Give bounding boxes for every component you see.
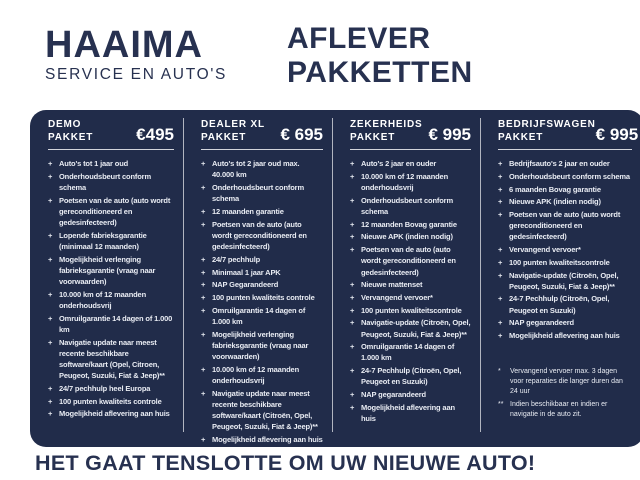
package-item — [48, 158, 174, 169]
plus-icon: + — [201, 329, 206, 339]
package-item — [201, 254, 323, 265]
item-text: 24-7 Pechhulp (Citroën, Opel, Peugeot en Suzuki) — [509, 294, 610, 315]
plus-icon: + — [350, 245, 355, 255]
package-item — [201, 267, 323, 278]
page-title — [287, 22, 473, 89]
item-text: Minimaal 1 jaar APK — [212, 267, 281, 277]
item-text: NAP gegarandeerd — [509, 318, 574, 328]
package-item — [498, 158, 632, 169]
package-item — [350, 365, 471, 387]
plus-icon: + — [350, 390, 355, 400]
item-text: Poetsen van de auto (auto wordt gereconditioneerd en gedesinfecteerd) — [59, 195, 171, 228]
plus-icon: + — [498, 159, 503, 169]
item-text: Lopende fabrieksgarantie (minimaal 12 maanden) — [59, 230, 147, 252]
item-text: Auto's tot 1 jaar oud — [59, 159, 129, 169]
package-item — [201, 434, 323, 445]
package-header — [48, 119, 174, 144]
plus-icon: + — [48, 313, 53, 323]
package-item — [48, 313, 174, 335]
package-item — [48, 254, 174, 288]
item-text: Nieuwe APK (indien nodig) — [509, 197, 601, 207]
package-name — [350, 119, 422, 144]
item-text: Auto's 2 jaar en ouder — [361, 159, 437, 169]
plus-icon: + — [498, 257, 503, 267]
package-header — [201, 119, 323, 144]
plus-icon: + — [201, 280, 206, 290]
package-item — [350, 231, 471, 242]
plus-icon: + — [350, 159, 355, 169]
item-text: Omruilgarantie 14 dagen of 1.000 km — [361, 342, 455, 363]
item-text: NAP gegarandeerd — [361, 390, 426, 400]
item-text: 24/7 pechhulp heel Europa — [59, 384, 151, 394]
package-column-dealer-xl — [183, 110, 332, 447]
item-text: Nieuwe APK (indien nodig) — [361, 232, 453, 242]
item-text: Navigatie update naar meest recente beschikbare software/kaart (Citroën, Opel, Peugeot, Suzuki, Fiat & Jeep)** — [212, 388, 318, 432]
package-item — [201, 279, 323, 290]
header-rule — [201, 149, 323, 150]
plus-icon: + — [48, 409, 53, 419]
item-text: Vervangend vervoer* — [509, 245, 581, 255]
item-text: NAP Gegarandeerd — [212, 280, 279, 290]
plus-icon: + — [350, 292, 355, 302]
package-column-zekerheids — [332, 110, 480, 447]
plus-icon: + — [350, 195, 355, 205]
plus-icon: + — [498, 245, 503, 255]
package-item — [350, 341, 471, 363]
plus-icon: + — [48, 171, 53, 181]
package-item — [201, 158, 323, 180]
item-text: 10.000 km of 12 maanden onderhoudsvrij — [212, 364, 300, 385]
package-name-line2: PAKKET — [48, 131, 94, 143]
package-item — [350, 305, 471, 316]
item-text: Poetsen van de auto (auto wordt gereconditioneerd en gedesinfecteerd) — [212, 219, 307, 252]
plus-icon: + — [498, 318, 503, 328]
column-divider — [183, 118, 184, 432]
item-text: Vervangend vervoer max. 3 dagen voor reparaties die langer duren dan 24 uur — [510, 367, 623, 396]
item-text: Navigatie update naar meest recente beschikbare software/kaart (Opel, Citroen, Peugeot, Suzuki, Fiat & Jeep)** — [59, 337, 165, 381]
package-column-demo — [30, 110, 183, 447]
package-item — [201, 305, 323, 327]
plus-icon: + — [498, 294, 503, 304]
packages-panel — [30, 110, 640, 447]
item-text: Mogelijkheid verlenging fabrieksgarantie (vraag naar voorwaarden) — [212, 329, 309, 361]
plus-icon: + — [201, 183, 206, 193]
package-item — [498, 209, 632, 243]
plus-icon: + — [498, 270, 503, 280]
package-item — [201, 364, 323, 386]
plus-icon: + — [498, 331, 503, 341]
package-item — [48, 230, 174, 252]
package-item — [498, 257, 632, 268]
item-text: Bedrijfsauto's 2 jaar en ouder — [509, 159, 610, 169]
plus-icon: + — [350, 342, 355, 352]
package-item — [350, 171, 471, 193]
brand-logo — [45, 26, 227, 84]
item-text: Mogelijkheid aflevering aan huis — [59, 409, 170, 419]
column-divider — [480, 118, 481, 432]
plus-icon: + — [48, 384, 53, 394]
package-item-list — [48, 158, 174, 421]
package-price: € 695 — [280, 125, 323, 145]
package-header — [350, 119, 471, 144]
package-name — [48, 119, 93, 144]
package-name — [498, 119, 596, 144]
plus-icon: + — [201, 207, 206, 216]
asterisk-icon: * — [498, 367, 501, 375]
package-item — [350, 244, 471, 278]
plus-icon: + — [350, 402, 355, 412]
package-name-line2: PAKKET — [201, 131, 247, 143]
item-text: Vervangend vervoer* — [361, 292, 433, 302]
item-text: Omruilgarantie 14 dagen of 1.000 km — [212, 305, 306, 326]
package-name-line1: DEMO — [48, 119, 82, 130]
package-item — [350, 279, 471, 290]
footer-tagline: HET GAAT TENSLOTTE OM UW NIEUWE AUTO! — [35, 451, 536, 475]
package-item — [48, 383, 174, 394]
page-title-line2: PAKKETTEN — [287, 55, 473, 89]
item-text: 100 punten kwaliteitscontrole — [361, 305, 462, 315]
plus-icon: + — [48, 254, 53, 264]
item-text: Onderhoudsbeurt conform schema — [361, 195, 453, 216]
package-item — [498, 184, 632, 195]
footnote-item — [498, 400, 632, 421]
plus-icon: + — [201, 254, 206, 264]
package-item — [498, 330, 632, 341]
item-text: Mogelijkheid verlenging fabrieksgarantie (vraag naar voorwaarden) — [59, 254, 156, 287]
package-item — [48, 337, 174, 382]
header-rule — [498, 149, 632, 150]
page-title-line1: AFLEVER — [287, 22, 431, 55]
package-item — [498, 244, 632, 255]
plus-icon: + — [48, 396, 53, 406]
plus-icon: + — [201, 305, 206, 315]
plus-icon: + — [201, 292, 206, 302]
plus-icon: + — [350, 219, 355, 229]
item-text: Omruilgarantie 14 dagen of 1.000 km — [59, 313, 173, 335]
package-column-bedrijfswagen — [480, 110, 640, 447]
package-item — [350, 195, 471, 217]
plus-icon: + — [48, 289, 53, 299]
package-name-line1: BEDRIJFSWAGEN — [498, 119, 596, 130]
plus-icon: + — [350, 232, 355, 242]
item-text: 10.000 km of 12 maanden onderhoudsvrij — [361, 171, 449, 193]
package-item — [201, 388, 323, 433]
item-text: Poetsen van de auto (auto wordt gereconditioneerd en gedesinfecteerd) — [509, 210, 621, 242]
plus-icon: + — [48, 195, 53, 205]
package-item — [350, 317, 471, 339]
plus-icon: + — [201, 364, 206, 374]
footnote-item — [498, 367, 632, 398]
item-text: Indien beschikbaar en indien er navigatie in de auto zit. — [510, 400, 608, 418]
plus-icon: + — [201, 159, 206, 169]
package-name-line2: PAKKET — [350, 131, 396, 143]
plus-icon: + — [201, 388, 206, 398]
item-text: 24-7 Pechhulp (Citroën, Opel, Peugeot en Suzuki) — [361, 366, 462, 387]
header-rule — [48, 149, 174, 150]
package-item — [201, 182, 323, 204]
item-text: Onderhoudsbeurt conform schema — [59, 171, 151, 193]
package-item — [498, 270, 632, 292]
item-text: 100 punten kwaliteitscontrole — [509, 257, 610, 267]
package-name-line1: DEALER XL — [201, 119, 265, 130]
item-text: Mogelijkheid aflevering aan huis — [212, 434, 323, 444]
item-text: Auto's tot 2 jaar oud max. 40.000 km — [212, 159, 300, 180]
item-text: Navigatie-update (Citroën, Opel, Peugeot, Suzuki, Fiat & Jeep)** — [509, 270, 619, 291]
brand-tagline: SERVICE EN AUTO'S — [45, 66, 228, 83]
item-text: Nieuwe mattenset — [361, 280, 423, 290]
package-item — [201, 206, 323, 217]
package-item-list — [498, 158, 632, 343]
brand-name: HAAIMA — [45, 24, 203, 66]
package-item — [201, 219, 323, 253]
plus-icon: + — [350, 305, 355, 315]
package-name-line1: ZEKERHEIDS — [350, 119, 423, 130]
package-item — [48, 171, 174, 193]
plus-icon: + — [350, 366, 355, 376]
package-item — [350, 219, 471, 230]
package-item — [48, 408, 174, 419]
package-item — [498, 171, 632, 182]
plus-icon: + — [350, 318, 355, 328]
footnote-list — [498, 367, 632, 422]
item-text: Onderhoudsbeurt conform schema — [212, 183, 304, 204]
plus-icon: + — [350, 171, 355, 181]
package-item — [201, 292, 323, 303]
package-item — [48, 396, 174, 407]
plus-icon: + — [48, 230, 53, 240]
item-text: Onderhoudsbeurt conform schema — [509, 171, 630, 181]
package-price: € 995 — [428, 125, 471, 145]
item-text: 12 maanden Bovag garantie — [361, 219, 457, 229]
item-text: 10.000 km of 12 maanden onderhoudsvrij — [59, 289, 147, 311]
package-item-list — [350, 158, 471, 425]
package-item-list — [201, 158, 323, 446]
item-text: 100 punten kwaliteits controle — [59, 396, 162, 406]
column-divider — [332, 118, 333, 432]
package-price: €495 — [136, 125, 174, 145]
package-price: € 995 — [595, 125, 639, 145]
plus-icon: + — [48, 159, 53, 169]
plus-icon: + — [201, 219, 206, 229]
item-text: Navigatie-update (Citroën, Opel, Peugeot, Suzuki, Fiat & Jeep)** — [361, 318, 471, 339]
item-text: Poetsen van de auto (auto wordt gereconditioneerd en gedesinfecteerd) — [361, 245, 456, 277]
item-text: Mogelijkheid aflevering aan huis — [361, 402, 455, 423]
asterisk-icon: ** — [498, 400, 504, 408]
item-text: Mogelijkheid aflevering aan huis — [509, 331, 620, 341]
plus-icon: + — [498, 184, 503, 194]
plus-icon: + — [498, 171, 503, 181]
package-item — [498, 293, 632, 315]
item-text: 6 maanden Bovag garantie — [509, 184, 601, 194]
plus-icon: + — [201, 434, 206, 444]
package-item — [498, 196, 632, 207]
package-item — [350, 292, 471, 303]
plus-icon: + — [498, 210, 503, 219]
package-item — [201, 329, 323, 363]
package-item — [350, 389, 471, 400]
package-item — [48, 195, 174, 229]
package-header — [498, 119, 639, 145]
item-text: 100 punten kwaliteits controle — [212, 292, 315, 302]
package-name — [201, 119, 265, 144]
header-rule — [350, 149, 471, 150]
plus-icon: + — [498, 197, 503, 207]
item-text: 24/7 pechhulp — [212, 254, 261, 264]
plus-icon: + — [350, 280, 355, 290]
package-name-line2: PAKKET — [498, 131, 544, 143]
package-item — [350, 158, 471, 169]
item-text: 12 maanden garantie — [212, 207, 284, 216]
plus-icon: + — [48, 337, 53, 347]
package-item — [48, 289, 174, 311]
package-item — [350, 402, 471, 424]
plus-icon: + — [201, 267, 206, 277]
package-item — [498, 317, 632, 328]
